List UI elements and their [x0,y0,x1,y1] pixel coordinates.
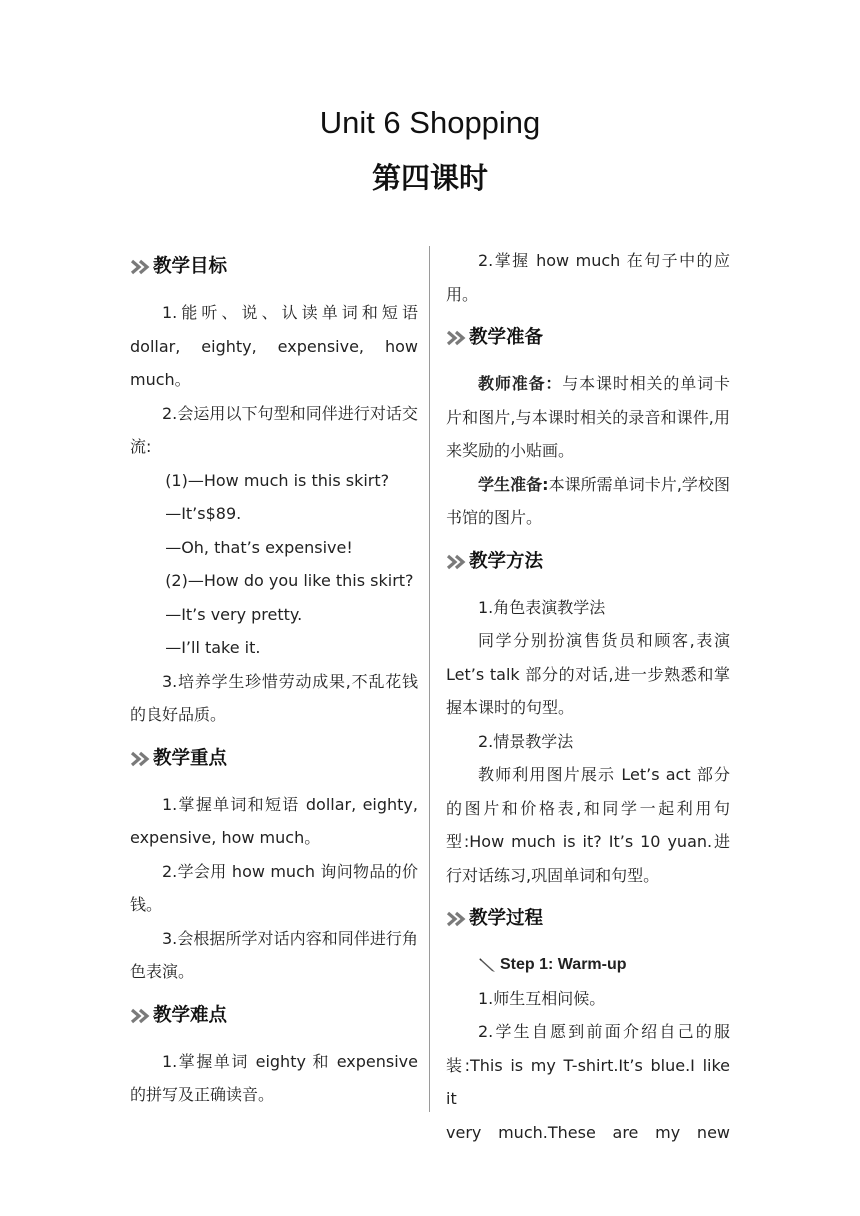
double-chevron-icon [130,1008,152,1024]
page-subtitle: 第四课时 [371,161,488,195]
double-chevron-icon [446,554,468,570]
objective-item-3: 3.培养学生珍惜劳动成果,不乱花钱的良好品质。 [130,671,418,724]
section-heading-label: 教学准备 [469,327,544,348]
dialogue-line: —It’s$89. [165,504,242,523]
difficulty-item-2: 2.掌握 how much 在句子中的应用。 [446,251,730,304]
difficulty-item-1: 1.掌握单词 eighty 和 expensive 的拼写及正确读音。 [130,1051,418,1104]
method-2-text: 教师利用图片展示 Let’s act 部分的图片和价格表,和同学一起利用句型:How much is it? It’s 10 yuan.进行对话练习,巩固单词和句型。 [446,765,730,885]
section-heading-difficulties [130,1001,418,1031]
step-1-label: Step 1: Warm-up [500,956,627,973]
key-point-item-1: 1.掌握单词和短语 dollar, eighty, expensive, how much。 [130,794,418,847]
teacher-preparation-label: 教师准备： [478,374,563,393]
pen-icon [478,956,498,974]
step-1-heading [446,948,730,982]
section-heading-methods [446,547,730,577]
double-chevron-icon [446,911,468,927]
section-heading-preparation [446,323,730,353]
section-heading-key-points [130,744,418,774]
section-heading-label: 教学目标 [153,256,228,277]
dialogue-line: (1)—How much is this skirt? [165,470,390,490]
student-preparation [446,468,730,535]
teacher-preparation [446,367,730,468]
section-heading-label: 教学方法 [469,550,544,572]
objective-item-2: 2.会运用以下句型和同伴进行对话交流: [130,403,418,456]
dialogue-line: —It’s very pretty. [165,604,303,624]
dialogue-line: (2)—How do you like this skirt? [165,571,414,590]
double-chevron-icon [130,259,152,275]
dialogue-line: —I’ll take it. [165,638,261,657]
key-point-item-3: 3.会根据所学对话内容和同伴进行角色表演。 [130,928,418,981]
section-heading-label: 教学难点 [153,1004,228,1026]
left-column [130,244,418,1112]
double-chevron-icon [130,751,152,767]
process-item-2-continued: very much.These are my new [446,1122,730,1142]
dialogue-line: —Oh, that’s expensive! [165,537,353,557]
section-heading-process [446,904,730,934]
column-divider [429,246,430,1112]
double-chevron-icon [446,330,468,346]
key-point-item-2: 2.学会用 how much 询问物品的价钱。 [130,861,418,914]
section-heading-label: 教学过程 [469,908,544,929]
method-1-title: 1.角色表演教学法 [478,597,606,617]
process-item-1: 1.师生互相问候。 [478,988,606,1008]
student-preparation-label: 学生准备: [478,474,549,494]
section-heading-objectives [130,252,418,282]
title-block [0,102,860,198]
objective-item-1: 1.能听、说、认读单词和短语dollar, eighty, expensive, how much。 [130,303,418,389]
method-2-title: 2.情景教学法 [478,731,574,751]
student-preparation-text: 本课所需单词卡片,学校图书馆的图片。 [446,474,730,527]
page-title: Unit 6 Shopping [319,105,541,140]
teacher-preparation-text: 与本课时相关的单词卡片和图片,与本课时相关的录音和课件,用来奖励的小贴画。 [446,374,730,460]
right-column [446,244,730,1149]
method-1-text: 同学分别扮演售货员和顾客,表演 Let’s talk 部分的对话,进一步熟悉和掌握本课时的句型。 [446,631,730,717]
section-heading-label: 教学重点 [153,747,228,769]
process-item-2: 2.学生自愿到前面介绍自己的服装:This is my T-shirt.It’s blue.I like it [446,1022,730,1108]
